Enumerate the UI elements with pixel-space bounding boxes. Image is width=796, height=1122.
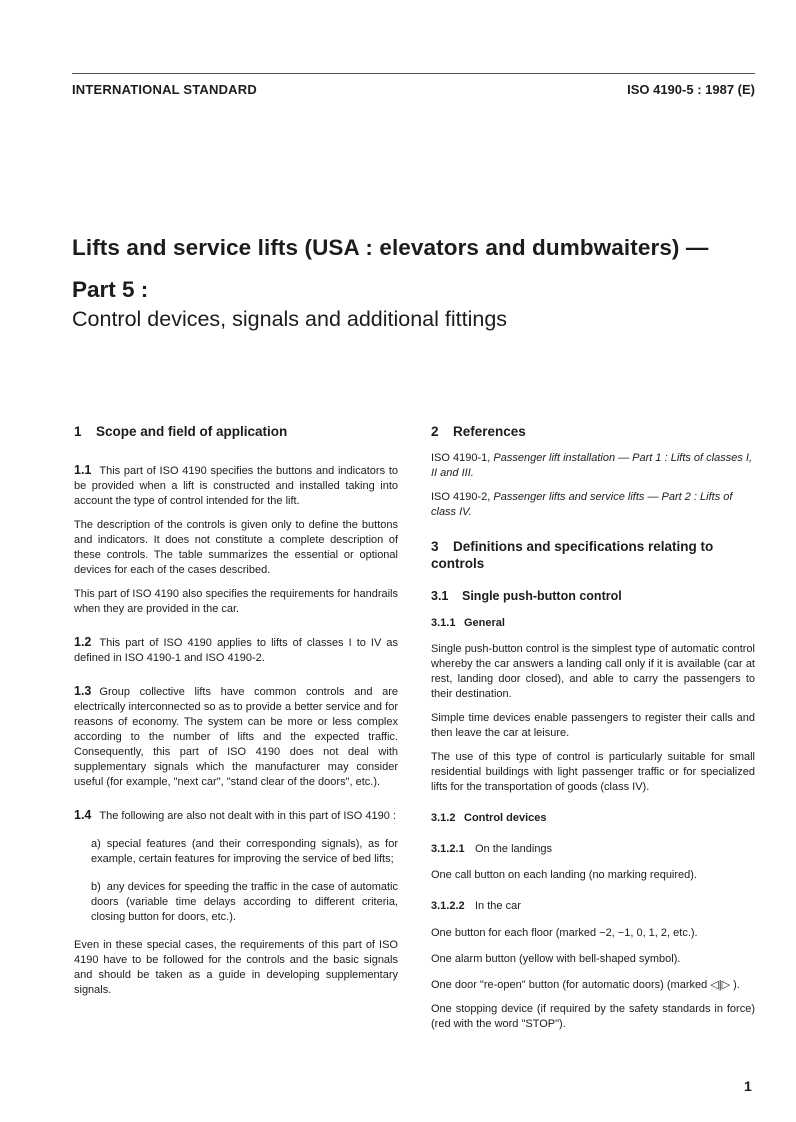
paragraph-handrails: This part of ISO 4190 also specifies the requirements for handrails when they are provided in the car. <box>74 588 398 615</box>
title-block <box>72 234 772 332</box>
paragraph-single-push-button: Single push-button control is the simplest type of automatic control whereby the car answers a landing call only if it is available (car at rest, landing door closed), and able to carry the passengers to their destination. <box>431 643 755 700</box>
header-document-id: ISO 4190-5 : 1987 (E) <box>627 82 755 97</box>
clause-1-3 <box>74 684 398 790</box>
header-standard-label: INTERNATIONAL STANDARD <box>72 82 257 97</box>
left-column <box>74 423 398 998</box>
list-item-a <box>74 837 398 867</box>
paragraph-floor-buttons: One button for each floor (marked −2, −1, 0, 1, 2, etc.). <box>431 927 698 939</box>
subsection-3-1-1-heading <box>431 616 755 631</box>
subsection-number: 3.1.2.1 <box>431 843 465 855</box>
clause-text: Group collective lifts have common controls and are electrically interconnected so as to provide a better service and for reasons of economy. The system can be more or less complex according to the number of lifts and the expected traffic. Consequently, this part of ISO 4190 does not deal with supplementary signals which the manufacturer may consider useful (for example, "next car", "stand clear of the doors", etc.). <box>74 686 398 788</box>
paragraph-stopping-device: One stopping device (if required by the safety standards in force) (red with the word "STOP"). <box>431 1003 755 1030</box>
section-number: 3 <box>431 539 439 554</box>
clause-text: This part of ISO 4190 specifies the buttons and indicators to be provided when a lift is constructed and installed taking into account the type of control intended for the lift. <box>74 465 398 507</box>
section-number: 1 <box>74 424 82 439</box>
document-title: Lifts and service lifts (USA : elevators and dumbwaiters) — <box>72 235 709 260</box>
reference-code: ISO 4190-2, <box>431 491 491 503</box>
clause-text: This part of ISO 4190 applies to lifts of classes I to IV as defined in ISO 4190-1 and ISO 4190-2. <box>74 637 398 664</box>
subsection-title: On the landings <box>475 843 553 855</box>
section-title: Definitions and specifications relating to controls <box>431 539 714 571</box>
subsection-number: 3.1.1 <box>431 617 456 629</box>
paragraph-alarm-button: One alarm button (yellow with bell-shaped symbol). <box>431 953 681 965</box>
reference-iso-4190-2 <box>431 490 755 520</box>
section-title: Scope and field of application <box>96 424 288 439</box>
subsection-title: Control devices <box>464 812 547 824</box>
part-label: Part 5 : <box>72 277 149 302</box>
clause-1-4 <box>74 808 398 824</box>
subsection-3-1-2-1-heading <box>431 842 755 857</box>
running-header <box>72 82 755 104</box>
section-3-heading <box>431 538 755 572</box>
clause-1-2 <box>74 635 398 666</box>
clause-number: 1.1 <box>74 463 92 477</box>
clause-1-1 <box>74 463 398 509</box>
subsection-number: 3.1.2.2 <box>431 900 465 912</box>
list-text: any devices for speeding the traffic in the case of automatic doors (variable time delays according to different criteria, closing button for doors, etc.). <box>91 881 398 923</box>
paragraph-suitable-use: The use of this type of control is particularly suitable for small residential buildings with light passenger traffic or for specialized lifts for the transportation of goods (class IV). <box>431 751 755 793</box>
paragraph-special-cases: Even in these special cases, the requirements of this part of ISO 4190 have to be followed for the controls and the basic signals and should be taken as a guide in developing supplementary signals. <box>74 939 398 996</box>
part-subtitle: Control devices, signals and additional fittings <box>72 307 508 331</box>
list-text: special features (and their corresponding signals), as for example, certain features for improving the service of bed lifts; <box>91 838 398 865</box>
subsection-title: In the car <box>475 900 521 912</box>
clause-number: 1.2 <box>74 635 92 649</box>
clause-text: The following are also not dealt with in this part of ISO 4190 : <box>99 810 396 822</box>
section-title: References <box>453 424 526 439</box>
section-2-heading <box>431 423 755 441</box>
reference-code: ISO 4190-1, <box>431 452 491 464</box>
clause-number: 1.4 <box>74 808 92 822</box>
subsection-title: Single push-button control <box>462 589 622 603</box>
list-item-b <box>74 880 398 925</box>
subsection-3-1-2-heading <box>431 811 755 826</box>
subsection-3-1-heading <box>431 588 755 604</box>
reference-title: Passenger lifts and service lifts — Part 2 : Lifts of class IV. <box>431 491 733 518</box>
section-number: 2 <box>431 424 439 439</box>
page-number: 1 <box>744 1078 752 1094</box>
right-column <box>431 423 755 1032</box>
subsection-3-1-2-2-heading <box>431 899 755 914</box>
paragraph-landing-button: One call button on each landing (no marking required). <box>431 869 697 881</box>
section-1-heading <box>74 423 398 441</box>
reference-iso-4190-1 <box>431 451 755 481</box>
subsection-number: 3.1 <box>431 589 449 603</box>
paragraph-time-devices: Simple time devices enable passengers to register their calls and then leave the car at leisure. <box>431 712 755 739</box>
subsection-title: General <box>464 617 505 629</box>
paragraph-door-reopen-button: One door "re-open" button (for automatic doors) (marked ◁|▷ ). <box>431 979 740 991</box>
reference-title: Passenger lift installation — Part 1 : Lifts of classes I, II and III. <box>431 452 753 479</box>
clause-number: 1.3 <box>74 684 92 698</box>
subsection-number: 3.1.2 <box>431 812 456 824</box>
list-label: b) <box>91 881 101 893</box>
list-label: a) <box>91 838 101 850</box>
paragraph-description: The description of the controls is given only to define the buttons and indicators. It does not constitute a complete description of these controls. The table summarizes the essential or optional devices for each of the cases described. <box>74 519 398 576</box>
header-rule <box>72 73 755 74</box>
